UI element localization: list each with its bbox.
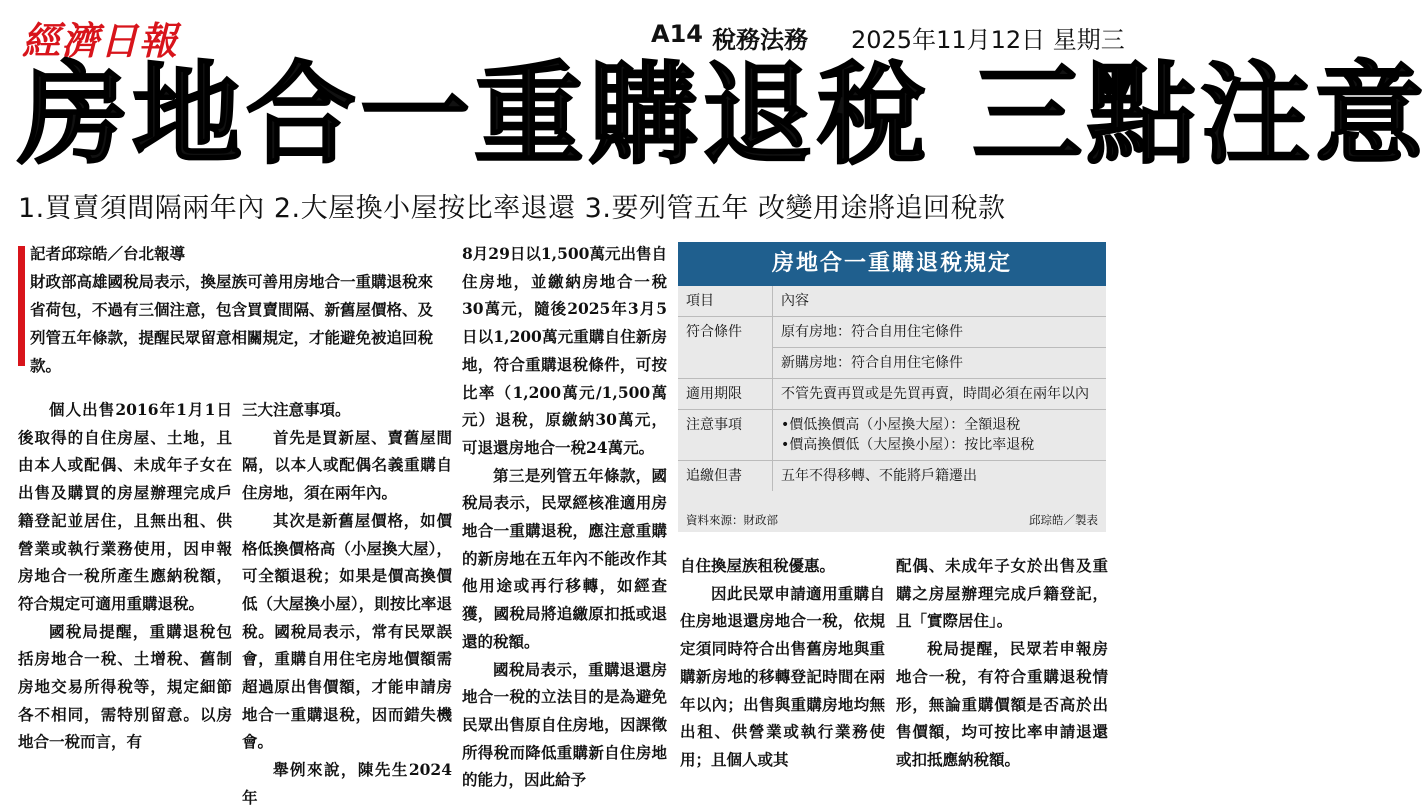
row-key: 追繳但書 <box>678 461 773 492</box>
byline: 記者邱琮皓／台北報導 <box>30 245 186 263</box>
row-value <box>773 410 1107 461</box>
page-number: A14 <box>651 20 703 48</box>
data-source: 資料來源：財政部 <box>686 513 778 527</box>
row-value: 五年不得移轉、不能將戶籍遷出 <box>773 461 1107 492</box>
section-name: 稅務法務 <box>712 26 808 54</box>
table-row <box>678 461 1106 492</box>
newspaper-logo: 經濟日報 <box>22 18 179 63</box>
lead-text: 財政部高雄國稅局表示，換屋族可善用房地合一重購退稅來省荷包，不過有三個注意，包含買賣間隔、新舊屋價格、及列管五年條款，提醒民眾留意相關規定，才能避免被追回稅款。 <box>30 273 434 375</box>
paragraph: 舉例來說，陳先生2024年 <box>242 760 452 807</box>
paragraph: 配偶、未成年子女於出售及重購之房屋辦理完成戶籍登記，且「實際居住」。 <box>896 556 1108 631</box>
table-row <box>678 317 1106 348</box>
paragraph: 其次是新舊屋價格，如價格低換價格高（小屋換大屋），可全額退稅；如果是價高換價低（大屋換小屋），則按比率退稅。國稅局表示，常有民眾誤會，重購自用住宅房地價額需超過原出售價額，才能申請房地合一重購退稅，因而錯失機會。 <box>242 510 452 752</box>
body-column-4 <box>680 552 885 774</box>
paragraph: 自住換屋族租稅優惠。 <box>680 556 836 575</box>
paragraph: 第三是列管五年條款，國稅局表示，民眾經核准適用房地合一重購退稅，應注意重購的新房地在五年內不能改作其他用途或再行移轉，如經查獲，國稅局將追繳原扣抵或退還的稅額。 <box>462 465 667 651</box>
paragraph: 個人出售2016年1月1日後取得的自住房屋、土地，且由本人或配偶、未成年子女在出售及購買的房屋辦理完成戶籍登記並居住，且無出租、供營業或執行業務使用，因申報房地合一稅所產生應納稅額，符合規定可適用重購退稅。 <box>18 400 232 613</box>
infobox-table <box>678 286 1106 491</box>
row-value: 新購房地：符合自用住宅條件 <box>773 348 1107 379</box>
subheadline: 1.買賣須間隔兩年內 2.大屋換小屋按比率退還 3.要列管五年 改變用途將追回稅款 <box>18 193 1006 224</box>
table-row <box>678 410 1106 461</box>
table-credit: 邱琮皓／製表 <box>1029 513 1098 527</box>
body-column-3 <box>462 240 667 794</box>
infobox-title: 房地合一重購退稅規定 <box>678 242 1106 286</box>
infobox-footer <box>686 512 1098 528</box>
body-column-2 <box>242 396 452 812</box>
paragraph: 因此民眾申請適用重購自住房地退還房地合一稅，依規定須同時符合出售舊房地與重購新房地的移轉登記時間在兩年以內；出售與重購房地均無出租、供營業或執行業務使用；且個人或其 <box>680 583 885 769</box>
paragraph: 三大注意事項。 <box>242 400 351 419</box>
row-value: 不管先賣再買或是先買再賣，時間必須在兩年以內 <box>773 379 1107 410</box>
infobox <box>678 242 1106 532</box>
paragraph: 稅局提醒，民眾若申報房地合一稅，有符合重購退稅情形，無論重購價額是否高於出售價額，均可按比率申請退還或扣抵應納稅額。 <box>896 639 1108 769</box>
table-header-cell: 內容 <box>773 286 1107 317</box>
paragraph: 首先是買新屋、賣舊屋間隔，以本人或配偶名義重購自住房地，須在兩年內。 <box>242 427 452 503</box>
bullet-item: •價高換價低（大屋換小屋）：按比率退稅 <box>781 437 1035 453</box>
body-column-1 <box>18 396 232 756</box>
row-key: 適用期限 <box>678 379 773 410</box>
row-value: 原有房地：符合自用住宅條件 <box>773 317 1107 348</box>
lead-accent-bar <box>18 246 25 366</box>
bullet-item: •價低換價高（小屋換大屋）：全額退稅 <box>781 417 1021 433</box>
paragraph: 國稅局提醒，重購退稅包括房地合一稅、土增稅、舊制房地交易所得稅等，規定細節各不相同，需特別留意。以房地合一稅而言，有 <box>18 621 232 752</box>
row-key: 注意事項 <box>678 410 773 461</box>
paragraph: 8月29日以1,500萬元出售自住房地，並繳納房地合一稅30萬元，隨後2025年3月5日以1,200萬元重購自住新房地，符合重購退稅條件，可按比率（1,200萬元/1,500萬元）退稅，原繳納30萬元，可退還房地合一稅24萬元。 <box>462 244 667 457</box>
publication-date: 2025年11月12日 星期三 <box>851 26 1125 54</box>
headline: 房地合一重購退稅 三點注意 <box>18 51 1428 179</box>
table-row <box>678 379 1106 410</box>
paragraph: 國稅局表示，重購退還房地合一稅的立法目的是為避免民眾出售原自住房地，因課徵所得稅而降低重購新自住房地的能力，因此給予 <box>462 659 667 790</box>
lead-paragraph <box>30 240 445 380</box>
row-key: 符合條件 <box>678 317 773 379</box>
table-header-row <box>678 286 1106 317</box>
body-column-5 <box>896 552 1108 774</box>
table-header-cell: 項目 <box>686 293 714 309</box>
